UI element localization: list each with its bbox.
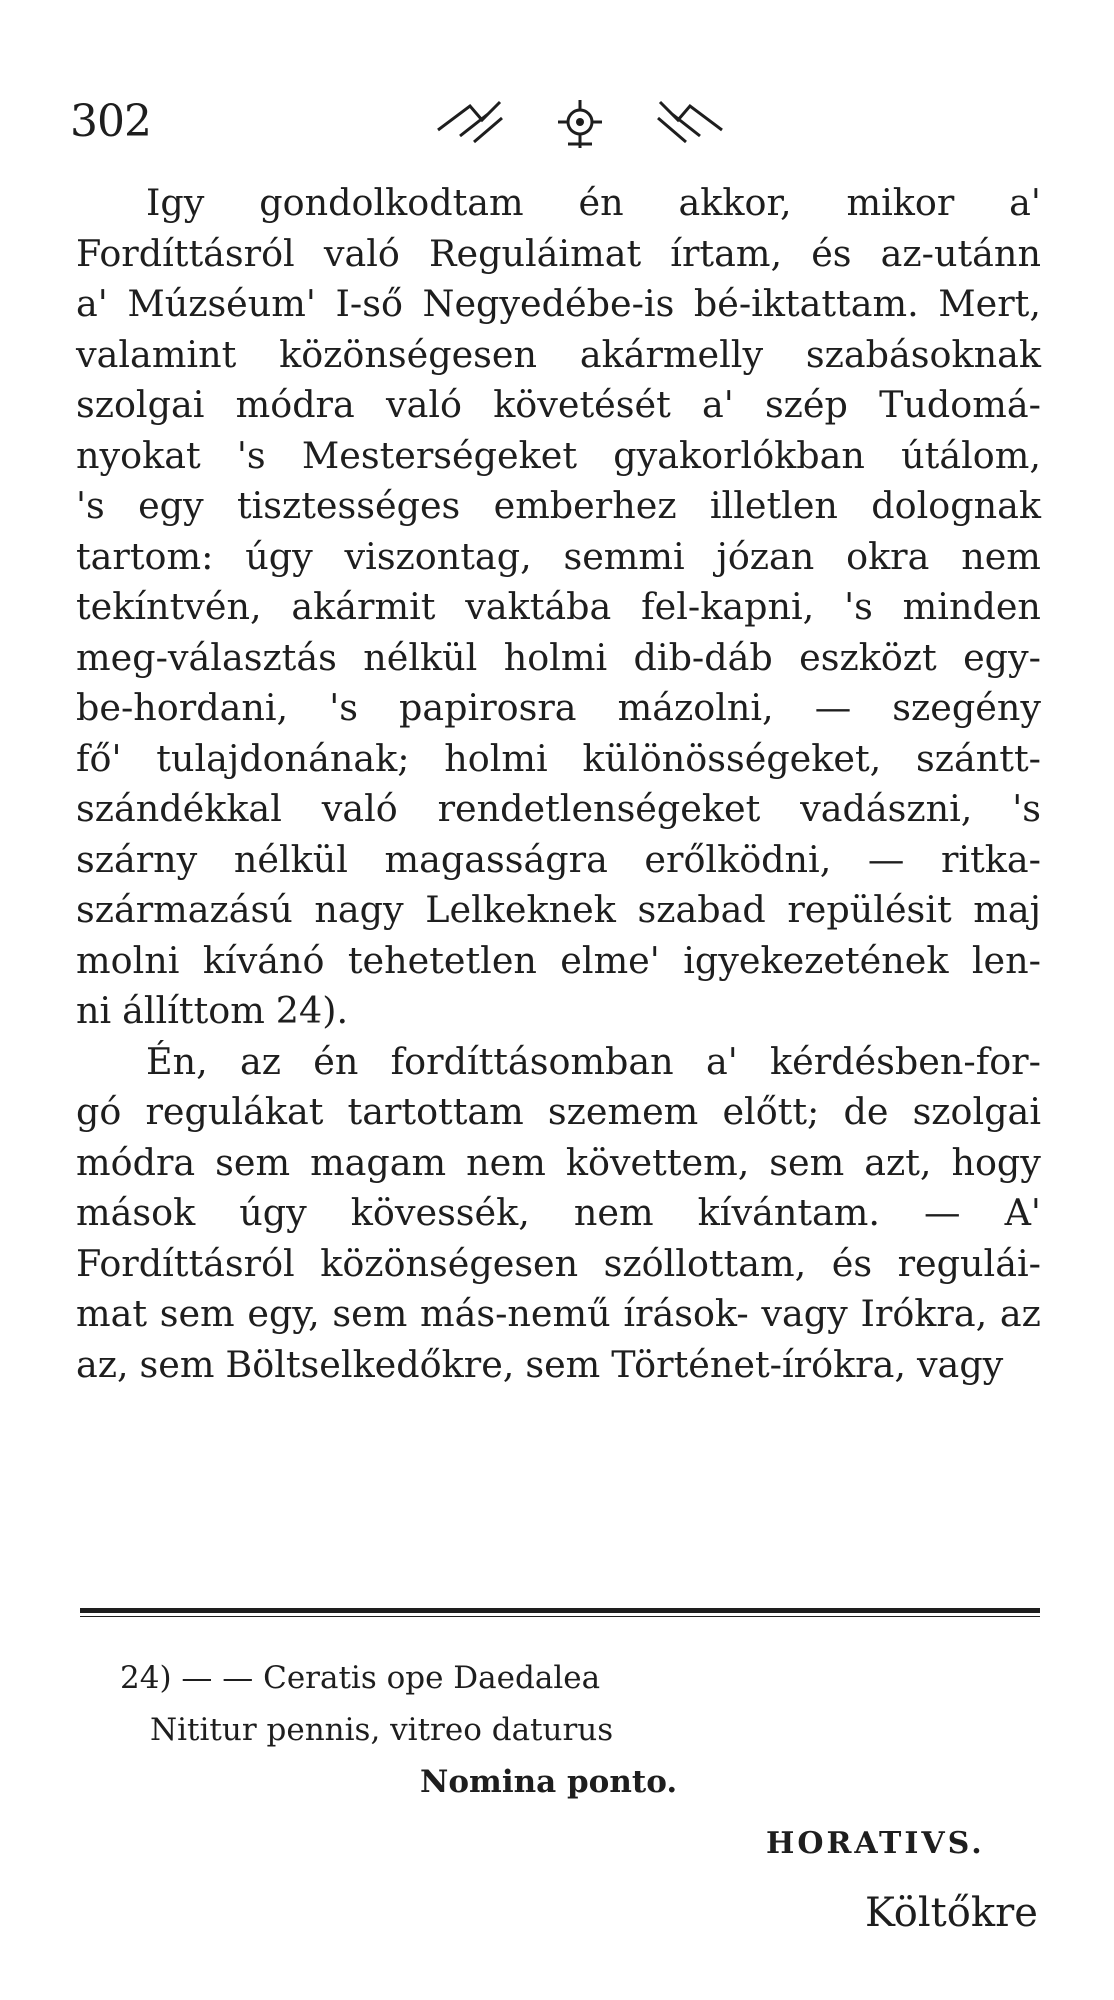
- catchword: Költőkre: [865, 1890, 1038, 1936]
- paragraph-2: [76, 1037, 1041, 1391]
- footnote-rule-thin: [80, 1616, 1040, 1617]
- footnote-line-3: Nomina ponto.: [420, 1764, 678, 1800]
- text-line: a' Múzséum' I-ső Negyedébe-is bé-iktattam. Mert,: [76, 282, 1041, 325]
- text-line: Fordíttásról való Reguláimat írtam, és az-utánn: [76, 231, 1041, 275]
- text-line: származású nagy Lelkeknek szabad repülésit maj: [76, 888, 1041, 931]
- text-line: mások úgy kövessék, nem kívántam. — A': [76, 1191, 1041, 1234]
- text-line: nyokat 's Mesterségeket gyakorlókban útálom,: [76, 433, 1041, 477]
- text-line: fő' tulajdonának; holmi különösségeket, szántt-: [76, 736, 1041, 780]
- footnote-attribution: HORATIVS.: [766, 1826, 985, 1861]
- text-line: szándékkal való rendetlenségeket vadászni, 's: [76, 787, 1041, 830]
- text-line: gó regulákat tartottam szemem előtt; de szolgai: [76, 1090, 1041, 1133]
- footnote-line-2: Nititur pennis, vitreo daturus: [150, 1712, 614, 1748]
- main-text: [76, 178, 1041, 1390]
- text-line: Én, az én fordíttásomban a' kérdésben-for-: [146, 1039, 1041, 1083]
- text-line: szolgai módra való követését a' szép Tudomá-: [76, 383, 1041, 426]
- text-line: mat sem egy, sem más-nemű írások- vagy Irókra, az: [76, 1292, 1041, 1335]
- text-line: valamint közönségesen akármelly szabásoknak: [76, 332, 1041, 376]
- text-line: Fordíttásról közönségesen szóllottam, és regulái-: [76, 1241, 1041, 1285]
- footnote-line-1: 24) — — Ceratis ope Daedalea: [120, 1660, 601, 1696]
- page-header: [0, 92, 1114, 162]
- text-line: szárny nélkül magasságra erőlködni, — ritka-: [76, 837, 1041, 881]
- text-line: be-hordani, 's papirosra mázolni, — szegény: [76, 686, 1041, 729]
- text-line: tartom: úgy viszontag, semmi józan okra nem: [76, 534, 1041, 578]
- fleuron-ornament-icon: [430, 92, 730, 152]
- text-line: tekíntvén, akármit vaktába fel-kapni, 's minden: [76, 585, 1041, 628]
- text-line: az, sem Böltselkedőkre, sem Történet-írókra, vagy: [76, 1342, 1004, 1386]
- footnote-rule: [80, 1608, 1040, 1613]
- text-line: ni állíttom 24).: [76, 989, 349, 1032]
- text-line: 's egy tisztességes emberhez illetlen dolognak: [76, 484, 1041, 527]
- text-line: molni kívánó tehetetlen elme' igyekezetének len-: [76, 938, 1041, 982]
- page-number: 302: [70, 96, 151, 147]
- text-line: Igy gondolkodtam én akkor, mikor a': [146, 181, 1041, 224]
- text-line: meg-választás nélkül holmi dib-dáb eszközt egy-: [76, 635, 1041, 679]
- text-line: módra sem magam nem követtem, sem azt, hogy: [76, 1140, 1041, 1184]
- paragraph-1: [76, 178, 1041, 1037]
